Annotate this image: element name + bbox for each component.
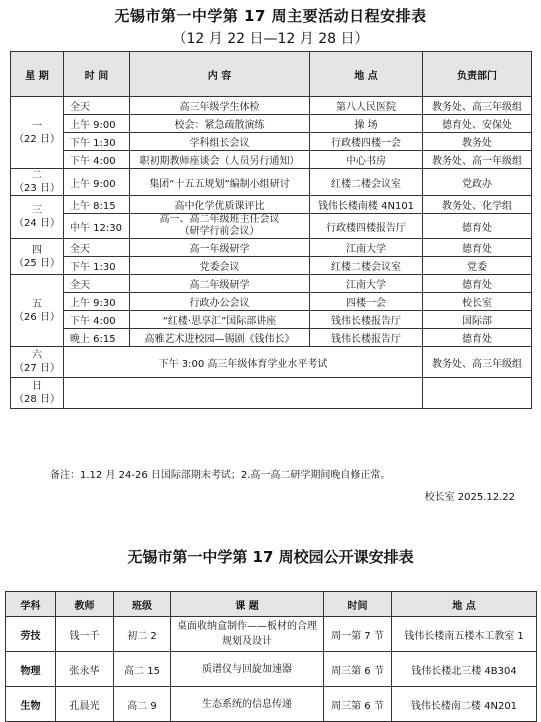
dept-cell: 德育处	[423, 239, 532, 257]
course-time-cell: 周一第 7 节	[324, 617, 392, 652]
place-cell: 行政楼四楼报告厅	[310, 214, 423, 239]
place-cell: 行政楼四楼一会	[310, 133, 423, 151]
place-cell: 红楼二楼会议室	[310, 257, 423, 275]
place-cell: 四楼一会	[310, 293, 423, 311]
schedule-row	[11, 293, 532, 311]
header-topic: 课 题	[171, 592, 324, 617]
day-cell: 三 （24 日）	[11, 196, 64, 239]
course-row	[6, 652, 537, 687]
schedule-body	[11, 97, 532, 409]
header-teacher: 教师	[56, 592, 114, 617]
content-cell: 高雅艺术进校园—锡剧《钱伟长》	[130, 329, 310, 347]
day-cell: 一 （22 日）	[11, 97, 64, 169]
schedule-row	[11, 151, 532, 169]
courses-header-row	[6, 592, 537, 617]
schedule-row	[11, 239, 532, 257]
day-cell: 五 （26 日）	[11, 275, 64, 347]
schedule-row	[11, 169, 532, 196]
time-cell: 下午 4:00	[64, 151, 130, 169]
place-cell: 江南大学	[310, 239, 423, 257]
content-cell: 高一、高二年级班主任会议 （研学行前会议）	[130, 214, 310, 239]
place-cell: 红楼二楼会议室	[310, 169, 423, 196]
topic-cell: 质谱仪与回旋加速器	[171, 652, 324, 687]
courses-body	[6, 617, 537, 722]
dept-cell: 德育处	[423, 214, 532, 239]
place-cell: 第八人民医院	[310, 97, 423, 115]
time-cell: 上午 9:30	[64, 293, 130, 311]
header-content: 内 容	[130, 52, 310, 97]
schedule-row	[11, 311, 532, 329]
teacher-cell: 钱一千	[56, 617, 114, 652]
day-cell: 四 （25 日）	[11, 239, 64, 275]
dept-cell	[423, 378, 532, 409]
header-dept: 负责部门	[423, 52, 532, 97]
content-cell: 集团“十五五规划”编制小组研讨	[130, 169, 310, 196]
merged-cell	[64, 378, 423, 409]
schedule-row	[11, 214, 532, 239]
subject-cell: 物理	[6, 652, 56, 687]
dept-cell: 党政办	[423, 169, 532, 196]
schedule-row	[11, 115, 532, 133]
course-row	[6, 687, 537, 722]
place-cell: 操 场	[310, 115, 423, 133]
dept-cell: 德育处	[423, 275, 532, 293]
content-cell: 学科组长会议	[130, 133, 310, 151]
topic-cell: 桌面收纳盒制作——板材的合理规划及设计	[171, 617, 324, 652]
header-course-time: 时间	[324, 592, 392, 617]
place-cell: 钱伟长楼报告厅	[310, 329, 423, 347]
header-day: 星 期	[11, 52, 64, 97]
dept-cell: 德育处、安保处	[423, 115, 532, 133]
content-cell: 党委会议	[130, 257, 310, 275]
place-cell: 钱伟长楼报告厅	[310, 311, 423, 329]
dept-cell: 党委	[423, 257, 532, 275]
dept-cell: 教务处、高三年级组	[423, 347, 532, 378]
time-cell: 上午 8:15	[64, 196, 130, 214]
dept-cell: 教务处、高三年级组	[423, 97, 532, 115]
schedule-signature: 校长室 2025.12.22	[424, 492, 515, 503]
time-cell: 全天	[64, 239, 130, 257]
day-cell: 日 （28 日）	[11, 378, 64, 409]
header-course-place: 地 点	[392, 592, 537, 617]
header-time: 时 间	[64, 52, 130, 97]
schedule-row	[11, 257, 532, 275]
courses-title: 无锡市第一中学第 17 周校园公开课安排表	[127, 548, 414, 566]
dept-cell: 德育处	[423, 329, 532, 347]
schedule-row	[11, 329, 532, 347]
dept-cell: 教务处、高一年级组	[423, 151, 532, 169]
schedule-row	[11, 275, 532, 293]
time-cell: 下午 4:00	[64, 311, 130, 329]
time-cell: 晚上 6:15	[64, 329, 130, 347]
time-cell: 上午 9:00	[64, 115, 130, 133]
schedule-row	[11, 378, 532, 409]
dept-cell: 教务处、化学组	[423, 196, 532, 214]
time-cell: 中午 12:30	[64, 214, 130, 239]
course-row	[6, 617, 537, 652]
course-time-cell: 周三第 6 节	[324, 652, 392, 687]
place-cell: 江南大学	[310, 275, 423, 293]
content-cell: “红楼·思享汇”国际部讲座	[130, 311, 310, 329]
day-cell: 二 （23 日）	[11, 169, 64, 196]
content-cell: 高一年级研学	[130, 239, 310, 257]
teacher-cell: 张永华	[56, 652, 114, 687]
time-cell: 全天	[64, 275, 130, 293]
dept-cell: 校长室	[423, 293, 532, 311]
topic-cell: 生态系统的信息传递	[171, 687, 324, 722]
schedule-row	[11, 133, 532, 151]
time-cell: 下午 1:30	[64, 133, 130, 151]
day-cell: 六 （27 日）	[11, 347, 64, 378]
content-cell: 高中化学优质课评比	[130, 196, 310, 214]
content-cell: 职初期教师座谈会（人员另行通知）	[130, 151, 310, 169]
class-cell: 高二 15	[114, 652, 171, 687]
dept-cell: 教务处	[423, 133, 532, 151]
content-cell: 高二年级研学	[130, 275, 310, 293]
subject-cell: 劳技	[6, 617, 56, 652]
schedule-header-row	[11, 52, 532, 97]
schedule-row	[11, 97, 532, 115]
place-cell: 钱伟长楼南楼 4N101	[310, 196, 423, 214]
time-cell: 下午 1:30	[64, 257, 130, 275]
schedule-title: 无锡市第一中学第 17 周主要活动日程安排表	[114, 7, 427, 25]
course-time-cell: 周三第 6 节	[324, 687, 392, 722]
schedule-table	[10, 51, 532, 409]
header-place: 地 点	[310, 52, 423, 97]
time-cell: 上午 9:00	[64, 169, 130, 196]
schedule-row	[11, 347, 532, 378]
content-cell: 高三年级学生体检	[130, 97, 310, 115]
merged-cell: 下午 3:00 高三年级体育学业水平考试	[64, 347, 423, 378]
schedule-subtitle: （12 月 22 日—12 月 28 日）	[172, 31, 369, 47]
courses-table	[5, 591, 537, 722]
content-cell: 校会：紧急疏散演练	[130, 115, 310, 133]
class-cell: 高二 9	[114, 687, 171, 722]
header-subject: 学科	[6, 592, 56, 617]
header-class: 班级	[114, 592, 171, 617]
schedule-row	[11, 196, 532, 214]
subject-cell: 生物	[6, 687, 56, 722]
dept-cell: 国际部	[423, 311, 532, 329]
course-place-cell: 钱伟长楼北三楼 4B304	[392, 652, 537, 687]
place-cell: 中心书房	[310, 151, 423, 169]
time-cell: 全天	[64, 97, 130, 115]
course-place-cell: 钱伟长楼南二楼 4N201	[392, 687, 537, 722]
schedule-note: 备注：1.12 月 24-26 日国际部期末考试；2.高一高二研学期间晚自修正常。	[50, 470, 391, 481]
content-cell: 行政办公会议	[130, 293, 310, 311]
course-place-cell: 钱伟长楼南五楼木工教室 1	[392, 617, 537, 652]
class-cell: 初二 2	[114, 617, 171, 652]
teacher-cell: 孔晨光	[56, 687, 114, 722]
